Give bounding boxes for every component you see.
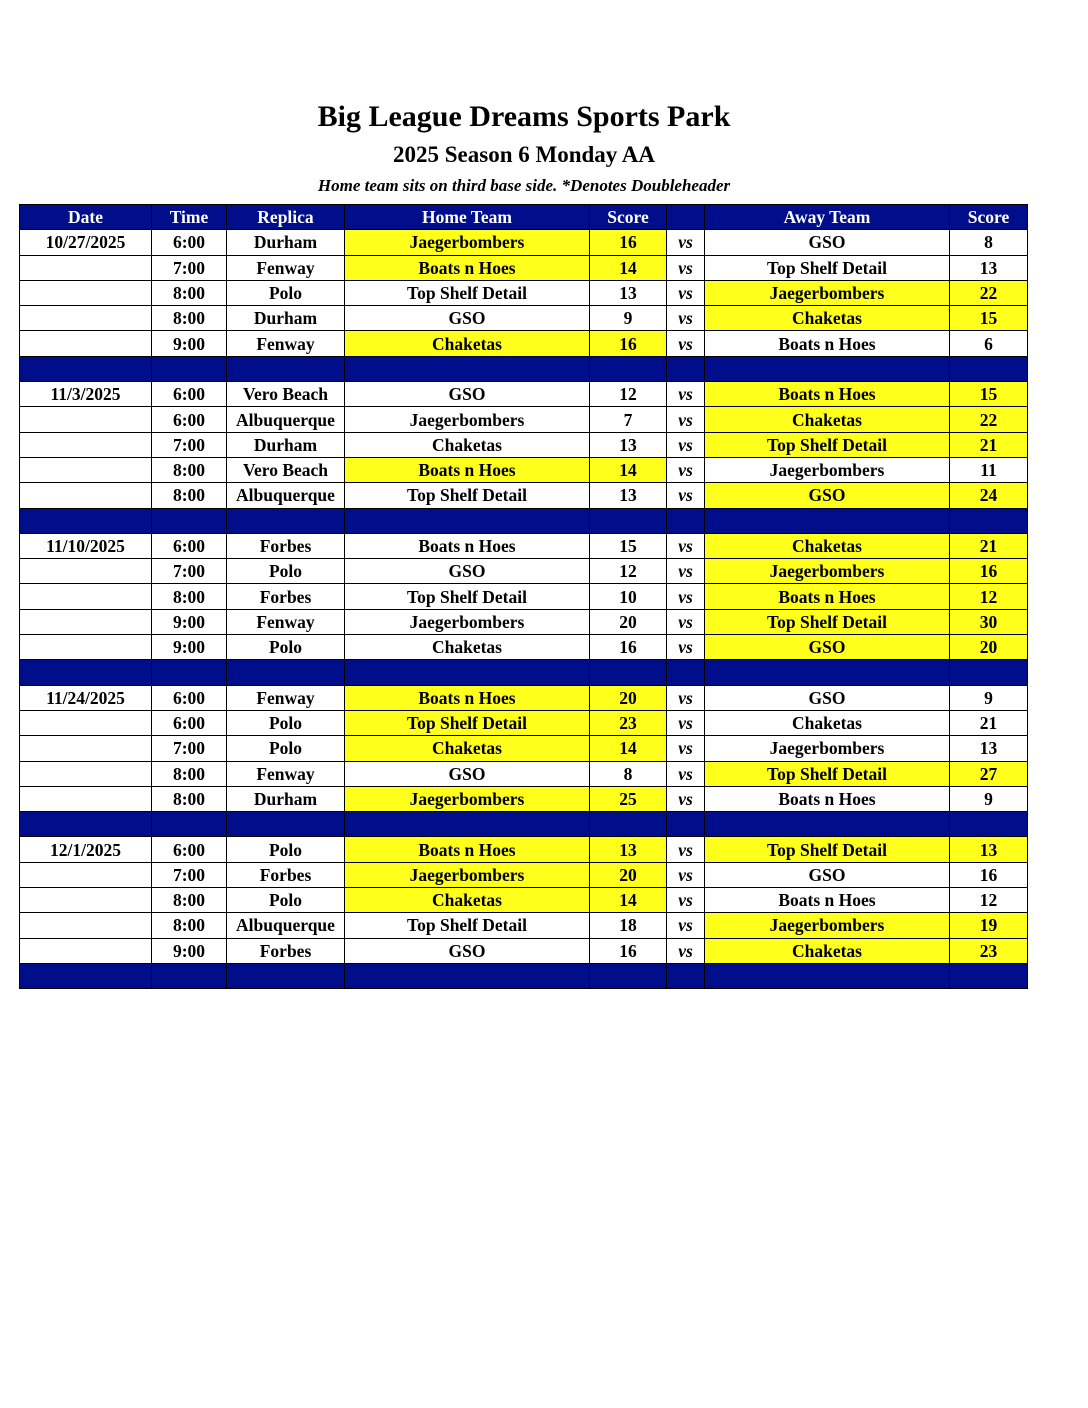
home-score: 13 [590,432,667,457]
game-row [20,255,1028,280]
game-time: 6:00 [152,230,227,255]
vs-label: vs [667,862,705,887]
home-team: Top Shelf Detail [345,710,590,735]
separator-cell [345,356,590,381]
vs-label: vs [667,584,705,609]
game-date [20,710,152,735]
game-replica-field: Polo [227,888,345,913]
separator-cell [345,812,590,837]
separator-cell [667,356,705,381]
away-score: 12 [950,584,1028,609]
away-score: 27 [950,761,1028,786]
game-row [20,710,1028,735]
separator-cell [227,812,345,837]
game-date [20,736,152,761]
away-team: Top Shelf Detail [705,432,950,457]
home-team: Boats n Hoes [345,457,590,482]
game-row [20,786,1028,811]
game-replica-field: Durham [227,230,345,255]
game-date [20,888,152,913]
away-team: Top Shelf Detail [705,761,950,786]
game-row [20,736,1028,761]
away-team: Jaegerbombers [705,457,950,482]
away-team: Top Shelf Detail [705,255,950,280]
away-score: 20 [950,635,1028,660]
vs-label: vs [667,407,705,432]
game-replica-field: Durham [227,306,345,331]
vs-label: vs [667,457,705,482]
col-away-team-header: Away Team [705,205,950,230]
home-score: 20 [590,685,667,710]
home-team: Top Shelf Detail [345,584,590,609]
away-score: 30 [950,609,1028,634]
away-team: Boats n Hoes [705,888,950,913]
game-row [20,559,1028,584]
game-replica-field: Polo [227,559,345,584]
week-separator-row [20,356,1028,381]
away-score: 15 [950,306,1028,331]
separator-cell [152,660,227,685]
away-score: 8 [950,230,1028,255]
col-home-team-header: Home Team [345,205,590,230]
game-time: 8:00 [152,913,227,938]
away-score: 16 [950,862,1028,887]
game-time: 8:00 [152,483,227,508]
away-team: Boats n Hoes [705,786,950,811]
separator-cell [705,812,950,837]
separator-cell [590,508,667,533]
home-team: Jaegerbombers [345,407,590,432]
home-score: 14 [590,255,667,280]
away-team: Jaegerbombers [705,736,950,761]
separator-cell [152,356,227,381]
home-team: Chaketas [345,635,590,660]
separator-cell [227,508,345,533]
separator-cell [20,963,152,988]
game-date [20,457,152,482]
game-date [20,483,152,508]
separator-cell [20,508,152,533]
home-team: Chaketas [345,888,590,913]
vs-label: vs [667,761,705,786]
separator-cell [590,963,667,988]
game-replica-field: Durham [227,432,345,457]
away-score: 16 [950,559,1028,584]
col-away-score-header: Score [950,205,1028,230]
game-date [20,786,152,811]
home-score: 23 [590,710,667,735]
game-date [20,761,152,786]
home-score: 16 [590,635,667,660]
separator-cell [227,356,345,381]
game-date [20,331,152,356]
away-score: 13 [950,255,1028,280]
week-separator-row [20,963,1028,988]
home-team: Jaegerbombers [345,609,590,634]
game-date [20,938,152,963]
game-time: 8:00 [152,786,227,811]
game-date: 12/1/2025 [20,837,152,862]
home-score: 7 [590,407,667,432]
game-time: 7:00 [152,862,227,887]
game-date [20,609,152,634]
away-team: Boats n Hoes [705,382,950,407]
away-score: 13 [950,837,1028,862]
game-time: 6:00 [152,407,227,432]
game-replica-field: Fenway [227,761,345,786]
home-score: 20 [590,609,667,634]
away-score: 21 [950,432,1028,457]
game-date [20,432,152,457]
home-score: 20 [590,862,667,887]
home-score: 16 [590,938,667,963]
game-date [20,635,152,660]
away-score: 6 [950,331,1028,356]
separator-cell [345,963,590,988]
away-score: 15 [950,382,1028,407]
home-score: 18 [590,913,667,938]
game-date: 10/27/2025 [20,230,152,255]
game-replica-field: Fenway [227,609,345,634]
game-replica-field: Fenway [227,331,345,356]
game-row [20,280,1028,305]
away-score: 21 [950,710,1028,735]
game-replica-field: Vero Beach [227,457,345,482]
game-date [20,280,152,305]
separator-cell [227,660,345,685]
game-replica-field: Fenway [227,255,345,280]
home-team: GSO [345,306,590,331]
game-time: 7:00 [152,255,227,280]
away-team: Top Shelf Detail [705,609,950,634]
separator-cell [950,356,1028,381]
vs-label: vs [667,913,705,938]
separator-cell [152,963,227,988]
separator-cell [950,660,1028,685]
vs-label: vs [667,533,705,558]
home-team: Chaketas [345,432,590,457]
away-team: Chaketas [705,938,950,963]
separator-cell [950,963,1028,988]
away-team: Jaegerbombers [705,913,950,938]
away-score: 22 [950,280,1028,305]
game-time: 8:00 [152,457,227,482]
separator-cell [345,660,590,685]
season-subtitle: 2025 Season 6 Monday AA [393,142,655,167]
game-time: 8:00 [152,888,227,913]
game-date: 11/10/2025 [20,533,152,558]
home-team: Boats n Hoes [345,533,590,558]
separator-cell [345,508,590,533]
col-time-header: Time [152,205,227,230]
home-team: Jaegerbombers [345,786,590,811]
vs-label: vs [667,685,705,710]
vs-label: vs [667,736,705,761]
game-time: 9:00 [152,635,227,660]
away-team: GSO [705,862,950,887]
game-replica-field: Polo [227,837,345,862]
game-replica-field: Albuquerque [227,483,345,508]
home-score: 25 [590,786,667,811]
game-row [20,306,1028,331]
separator-cell [705,356,950,381]
home-team: Boats n Hoes [345,837,590,862]
away-team: Chaketas [705,306,950,331]
home-score: 14 [590,457,667,482]
vs-label: vs [667,382,705,407]
separator-cell [950,508,1028,533]
vs-label: vs [667,331,705,356]
home-team: GSO [345,559,590,584]
separator-cell [590,812,667,837]
separator-cell [667,963,705,988]
vs-label: vs [667,280,705,305]
separator-cell [590,660,667,685]
game-time: 6:00 [152,533,227,558]
away-team: Boats n Hoes [705,584,950,609]
home-score: 14 [590,736,667,761]
away-team: Jaegerbombers [705,280,950,305]
game-time: 8:00 [152,280,227,305]
home-team: Jaegerbombers [345,230,590,255]
separator-cell [705,660,950,685]
game-date [20,584,152,609]
game-row [20,407,1028,432]
home-score: 10 [590,584,667,609]
away-team: GSO [705,685,950,710]
game-replica-field: Polo [227,280,345,305]
home-team: Chaketas [345,736,590,761]
col-replica-header: Replica [227,205,345,230]
game-time: 9:00 [152,331,227,356]
week-separator-row [20,508,1028,533]
vs-label: vs [667,710,705,735]
game-row [20,382,1028,407]
away-score: 23 [950,938,1028,963]
home-team: GSO [345,382,590,407]
separator-cell [152,812,227,837]
game-row [20,533,1028,558]
home-team: Boats n Hoes [345,255,590,280]
game-date [20,559,152,584]
home-team: GSO [345,938,590,963]
game-date [20,255,152,280]
vs-label: vs [667,559,705,584]
game-time: 6:00 [152,837,227,862]
away-team: Boats n Hoes [705,331,950,356]
vs-label: vs [667,255,705,280]
home-team: Boats n Hoes [345,685,590,710]
game-row [20,635,1028,660]
game-row [20,609,1028,634]
vs-label: vs [667,609,705,634]
game-row [20,331,1028,356]
separator-cell [705,963,950,988]
home-score: 16 [590,331,667,356]
game-time: 8:00 [152,761,227,786]
game-replica-field: Fenway [227,685,345,710]
game-time: 6:00 [152,710,227,735]
page-title: Big League Dreams Sports Park [317,100,731,133]
vs-label: vs [667,888,705,913]
game-replica-field: Forbes [227,938,345,963]
home-score: 16 [590,230,667,255]
game-replica-field: Polo [227,635,345,660]
home-score: 13 [590,837,667,862]
game-time: 8:00 [152,584,227,609]
game-replica-field: Forbes [227,584,345,609]
game-row [20,685,1028,710]
home-score: 12 [590,382,667,407]
game-time: 6:00 [152,382,227,407]
home-team: Top Shelf Detail [345,913,590,938]
home-score: 9 [590,306,667,331]
game-date [20,306,152,331]
separator-cell [20,660,152,685]
separator-cell [705,508,950,533]
vs-label: vs [667,635,705,660]
game-replica-field: Albuquerque [227,407,345,432]
col-date-header: Date [20,205,152,230]
vs-label: vs [667,786,705,811]
separator-cell [667,660,705,685]
home-score: 13 [590,280,667,305]
away-team: Chaketas [705,533,950,558]
game-row [20,584,1028,609]
game-row [20,837,1028,862]
schedule-table [19,204,1028,989]
game-row [20,483,1028,508]
game-date: 11/24/2025 [20,685,152,710]
separator-cell [667,508,705,533]
game-row [20,230,1028,255]
week-separator-row [20,812,1028,837]
away-team: Chaketas [705,407,950,432]
game-replica-field: Albuquerque [227,913,345,938]
game-replica-field: Polo [227,736,345,761]
vs-label: vs [667,483,705,508]
game-time: 8:00 [152,306,227,331]
separator-cell [20,812,152,837]
game-time: 9:00 [152,938,227,963]
home-score: 12 [590,559,667,584]
away-team: Chaketas [705,710,950,735]
home-team: GSO [345,761,590,786]
vs-label: vs [667,837,705,862]
home-team: Top Shelf Detail [345,280,590,305]
away-score: 11 [950,457,1028,482]
game-replica-field: Durham [227,786,345,811]
separator-cell [152,508,227,533]
vs-label: vs [667,306,705,331]
vs-label: vs [667,938,705,963]
home-team: Top Shelf Detail [345,483,590,508]
doubleheader-note: Home team sits on third base side. *Denotes Doubleheader [317,176,731,195]
away-team: GSO [705,230,950,255]
week-separator-row [20,660,1028,685]
game-row [20,862,1028,887]
game-time: 7:00 [152,736,227,761]
away-score: 21 [950,533,1028,558]
game-replica-field: Vero Beach [227,382,345,407]
separator-cell [950,812,1028,837]
away-team: Jaegerbombers [705,559,950,584]
home-score: 14 [590,888,667,913]
game-row [20,761,1028,786]
away-score: 24 [950,483,1028,508]
home-team: Jaegerbombers [345,862,590,887]
home-score: 13 [590,483,667,508]
away-score: 12 [950,888,1028,913]
game-replica-field: Forbes [227,533,345,558]
away-team: GSO [705,483,950,508]
away-team: Top Shelf Detail [705,837,950,862]
separator-cell [20,356,152,381]
game-time: 7:00 [152,432,227,457]
game-row [20,457,1028,482]
away-score: 13 [950,736,1028,761]
game-replica-field: Forbes [227,862,345,887]
game-row [20,888,1028,913]
away-team: GSO [705,635,950,660]
col-vs-header [667,205,705,230]
game-row [20,938,1028,963]
separator-cell [590,356,667,381]
separator-cell [227,963,345,988]
vs-label: vs [667,432,705,457]
home-score: 15 [590,533,667,558]
away-score: 9 [950,685,1028,710]
game-time: 9:00 [152,609,227,634]
home-team: Chaketas [345,331,590,356]
away-score: 19 [950,913,1028,938]
home-score: 8 [590,761,667,786]
game-time: 6:00 [152,685,227,710]
game-replica-field: Polo [227,710,345,735]
game-date: 11/3/2025 [20,382,152,407]
away-score: 9 [950,786,1028,811]
game-row [20,432,1028,457]
game-date [20,913,152,938]
game-row [20,913,1028,938]
vs-label: vs [667,230,705,255]
col-home-score-header: Score [590,205,667,230]
game-date [20,862,152,887]
game-time: 7:00 [152,559,227,584]
header-row [20,205,1028,230]
separator-cell [667,812,705,837]
game-date [20,407,152,432]
away-score: 22 [950,407,1028,432]
